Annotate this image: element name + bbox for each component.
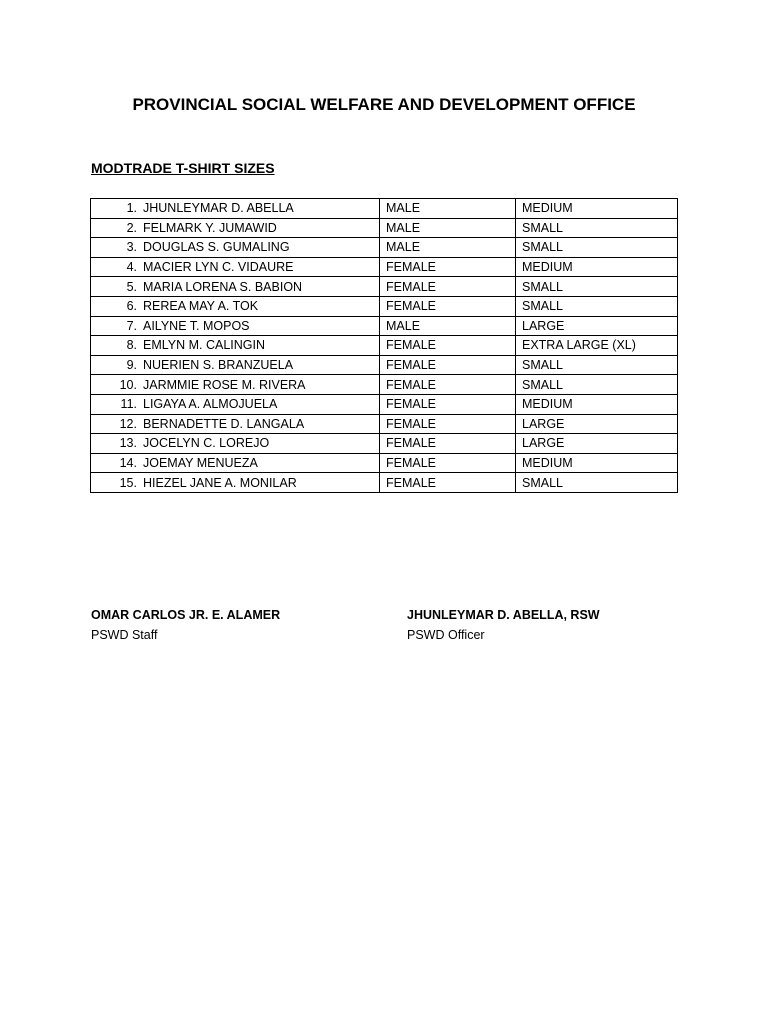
gender-cell: MALE [380, 218, 516, 238]
size-cell: LARGE [516, 316, 678, 336]
row-number: 14. [119, 456, 137, 471]
size-cell: MEDIUM [516, 453, 678, 473]
size-cell: SMALL [516, 238, 678, 258]
name-cell [91, 355, 380, 375]
table-row [91, 394, 678, 414]
signatory-name: JHUNLEYMAR D. ABELLA, RSW [407, 608, 600, 622]
row-number: 15. [119, 475, 137, 490]
person-name: MACIER LYN C. VIDAURE [143, 260, 294, 275]
size-cell: LARGE [516, 434, 678, 454]
name-cell [91, 277, 380, 297]
table-row [91, 199, 678, 219]
gender-cell: FEMALE [380, 414, 516, 434]
name-cell [91, 218, 380, 238]
person-name: JOCELYN C. LOREJO [143, 436, 270, 451]
signatory-name: OMAR CARLOS JR. E. ALAMER [91, 608, 281, 622]
size-cell: SMALL [516, 218, 678, 238]
table-row [91, 336, 678, 356]
signatory-staff [91, 606, 280, 644]
size-cell: LARGE [516, 414, 678, 434]
row-number: 13. [119, 436, 137, 451]
table-row [91, 355, 678, 375]
person-name: JOEMAY MENUEZA [143, 456, 258, 471]
name-cell [91, 296, 380, 316]
person-name: AILYNE T. MOPOS [143, 318, 250, 333]
name-cell [91, 453, 380, 473]
table-row [91, 453, 678, 473]
row-number: 12. [119, 416, 137, 431]
row-number: 8. [126, 338, 137, 353]
gender-cell: FEMALE [380, 277, 516, 297]
table-row [91, 375, 678, 395]
size-cell: SMALL [516, 375, 678, 395]
row-number: 7. [126, 318, 137, 333]
name-cell [91, 238, 380, 258]
person-name: LIGAYA A. ALMOJUELA [143, 397, 278, 412]
row-number: 1. [126, 201, 137, 216]
person-name: MARIA LORENA S. BABION [143, 279, 303, 294]
person-name: REREA MAY A. TOK [143, 299, 259, 314]
person-name: EMLYN M. CALINGIN [143, 338, 266, 353]
row-number: 6. [126, 299, 137, 314]
signatory-title: PSWD Staff [91, 628, 158, 642]
table-row [91, 238, 678, 258]
size-cell: SMALL [516, 473, 678, 493]
person-name: FELMARK Y. JUMAWID [143, 220, 277, 235]
gender-cell: FEMALE [380, 375, 516, 395]
table-row [91, 434, 678, 454]
gender-cell: FEMALE [380, 336, 516, 356]
row-number: 2. [126, 220, 137, 235]
table-row [91, 277, 678, 297]
signatory-officer [407, 606, 600, 644]
row-number: 4. [126, 260, 137, 275]
section-title: MODTRADE T-SHIRT SIZES [91, 160, 275, 176]
gender-cell: FEMALE [380, 355, 516, 375]
table-row [91, 316, 678, 336]
gender-cell: FEMALE [380, 394, 516, 414]
name-cell [91, 336, 380, 356]
person-name: JARMMIE ROSE M. RIVERA [143, 377, 306, 392]
person-name: BERNADETTE D. LANGALA [143, 416, 305, 431]
table-row [91, 296, 678, 316]
person-name: NUERIEN S. BRANZUELA [143, 358, 294, 373]
gender-cell: MALE [380, 238, 516, 258]
person-name: HIEZEL JANE A. MONILAR [143, 475, 297, 490]
name-cell [91, 414, 380, 434]
tshirt-sizes-table [90, 198, 678, 493]
gender-cell: FEMALE [380, 296, 516, 316]
person-name: DOUGLAS S. GUMALING [143, 240, 290, 255]
size-cell: SMALL [516, 355, 678, 375]
gender-cell: MALE [380, 199, 516, 219]
gender-cell: FEMALE [380, 434, 516, 454]
size-cell: MEDIUM [516, 394, 678, 414]
row-number: 11. [120, 397, 137, 412]
name-cell [91, 375, 380, 395]
table-row [91, 473, 678, 493]
name-cell [91, 316, 380, 336]
gender-cell: MALE [380, 316, 516, 336]
size-cell: MEDIUM [516, 257, 678, 277]
table-row [91, 414, 678, 434]
gender-cell: FEMALE [380, 473, 516, 493]
name-cell [91, 434, 380, 454]
signatory-title: PSWD Officer [407, 628, 485, 642]
size-cell: EXTRA LARGE (XL) [516, 336, 678, 356]
size-cell: SMALL [516, 296, 678, 316]
row-number: 5. [126, 279, 137, 294]
row-number: 3. [126, 240, 137, 255]
name-cell [91, 257, 380, 277]
gender-cell: FEMALE [380, 257, 516, 277]
name-cell [91, 199, 380, 219]
name-cell [91, 394, 380, 414]
row-number: 9. [126, 358, 137, 373]
gender-cell: FEMALE [380, 453, 516, 473]
size-cell: SMALL [516, 277, 678, 297]
size-cell: MEDIUM [516, 199, 678, 219]
person-name: JHUNLEYMAR D. ABELLA [143, 201, 294, 216]
page-title: PROVINCIAL SOCIAL WELFARE AND DEVELOPMENT OFFICE [132, 95, 636, 114]
table-row [91, 257, 678, 277]
row-number: 10. [119, 377, 137, 392]
table-row [91, 218, 678, 238]
name-cell [91, 473, 380, 493]
